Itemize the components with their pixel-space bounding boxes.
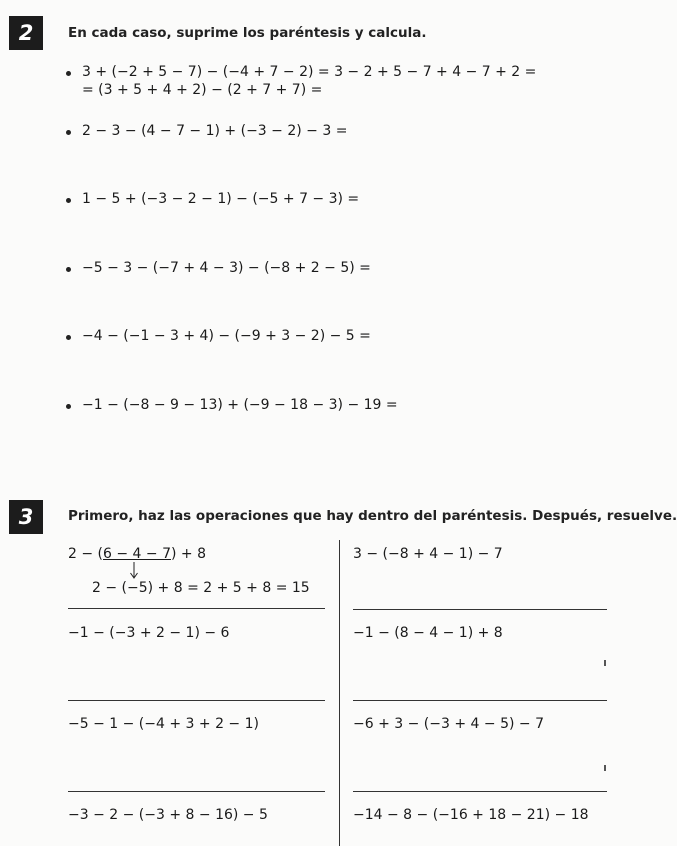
exercise-2-number: 2 <box>18 21 34 45</box>
answer-line <box>68 608 325 609</box>
exercise-2-item-3: 1 − 5 + (−3 − 2 − 1) − (−5 + 7 − 3) = <box>82 191 360 207</box>
exercise-3-right-item-3: −6 + 3 − (−3 + 4 − 5) − 7 <box>353 716 544 732</box>
answer-line <box>68 791 325 792</box>
margin-mark <box>604 660 606 666</box>
example-prefix: 2 − ( <box>68 546 103 562</box>
answer-line <box>353 791 607 792</box>
bullet-icon <box>66 130 71 135</box>
exercise-2-item-1: 3 + (−2 + 5 − 7) − (−4 + 7 − 2) = 3 − 2 + 5 − 7 + 4 − 7 + 2 = <box>82 64 537 80</box>
exercise-3-number: 3 <box>18 505 34 529</box>
bullet-icon <box>66 404 71 409</box>
example-inner-underlined: 6 − 4 − 7 <box>103 546 171 562</box>
exercise-3-example-solution: 2 − (−5) + 8 = 2 + 5 + 8 = 15 <box>92 580 310 596</box>
exercise-3-example-expression <box>68 546 206 562</box>
exercise-2-item-4: −5 − 3 − (−7 + 4 − 3) − (−8 + 2 − 5) = <box>82 260 371 276</box>
exercise-2-instruction: En cada caso, suprime los paréntesis y calcula. <box>68 25 427 41</box>
exercise-3-right-item-2: −1 − (8 − 4 − 1) + 8 <box>353 625 503 641</box>
exercise-2-item-5: −4 − (−1 − 3 + 4) − (−9 + 3 − 2) − 5 = <box>82 328 371 344</box>
margin-mark <box>604 765 606 771</box>
exercise-2-item-2: 2 − 3 − (4 − 7 − 1) + (−3 − 2) − 3 = <box>82 123 348 139</box>
bullet-icon <box>66 335 71 340</box>
answer-line <box>353 700 607 701</box>
answer-line <box>353 609 607 610</box>
exercise-3-number-badge <box>9 500 43 534</box>
exercise-3-left-item-3: −3 − 2 − (−3 + 8 − 16) − 5 <box>68 807 268 823</box>
exercise-3-instruction: Primero, haz las operaciones que hay dentro del paréntesis. Después, resuelve. <box>68 508 677 524</box>
answer-line <box>68 700 325 701</box>
down-arrow-icon <box>129 562 139 580</box>
bullet-icon <box>66 71 71 76</box>
bullet-icon <box>66 267 71 272</box>
column-divider <box>339 540 340 846</box>
exercise-2-item-6: −1 − (−8 − 9 − 13) + (−9 − 18 − 3) − 19 = <box>82 397 398 413</box>
bullet-icon <box>66 198 71 203</box>
exercise-3-right-item-1: 3 − (−8 + 4 − 1) − 7 <box>353 546 503 562</box>
exercise-3-left-item-1: −1 − (−3 + 2 − 1) − 6 <box>68 625 230 641</box>
example-suffix: ) + 8 <box>170 546 206 562</box>
exercise-3-left-item-2: −5 − 1 − (−4 + 3 + 2 − 1) <box>68 716 259 732</box>
exercise-3-right-item-4: −14 − 8 − (−16 + 18 − 21) − 18 <box>353 807 589 823</box>
exercise-2-item-1-continuation: = (3 + 5 + 4 + 2) − (2 + 7 + 7) = <box>82 82 323 98</box>
exercise-2-number-badge <box>9 16 43 50</box>
